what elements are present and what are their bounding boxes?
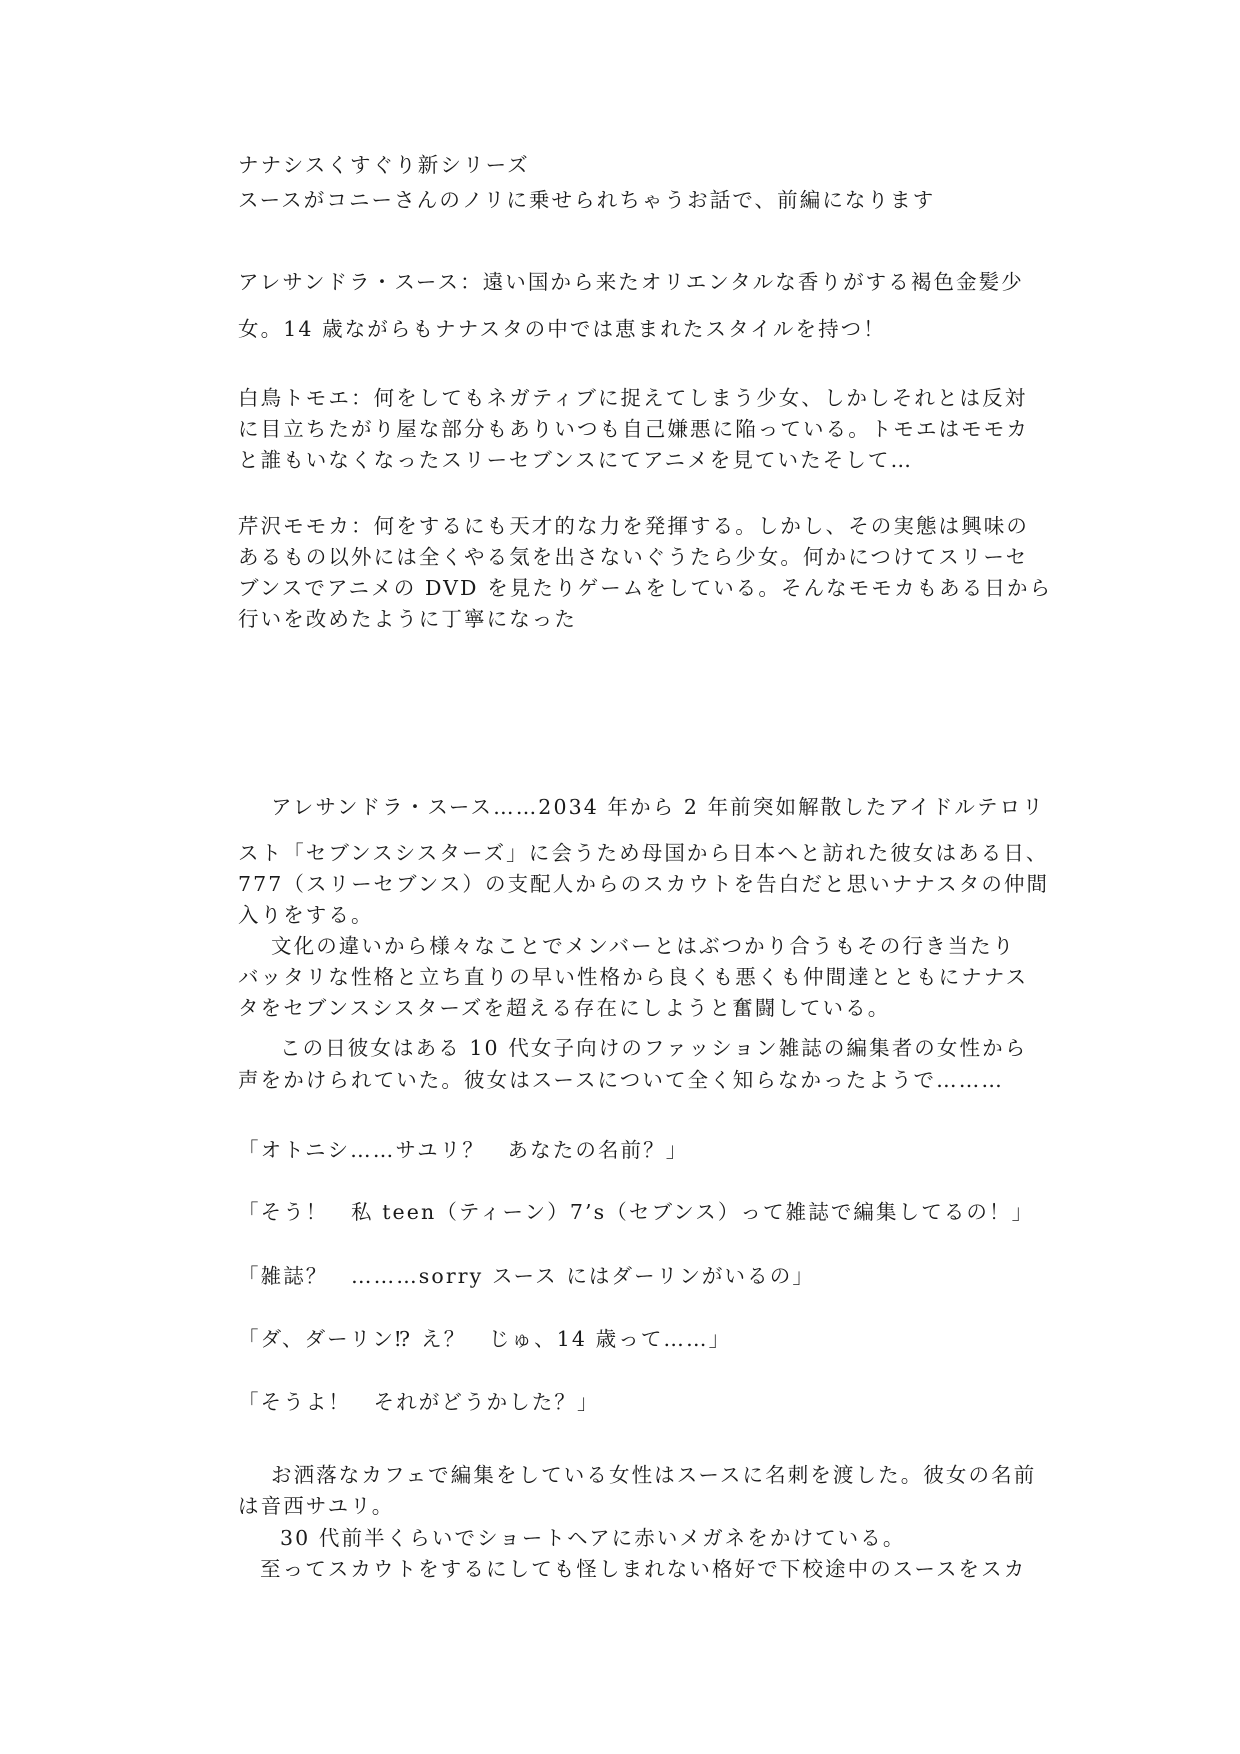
story-summary: スースがコニーさんのノリに乗せられちゃうお話で、前編になります — [238, 188, 936, 212]
profile-suzu-line: 女。14 歳ながらもナナスタの中では恵まれたスタイルを持つ！ — [238, 317, 886, 341]
series-heading: ナナシスくすぐり新シリーズ — [238, 153, 530, 177]
story-paragraph-line: スト「セブンスシスターズ」に会うため母国から日本へと訪れた彼女はある日、 — [238, 841, 1049, 865]
profile-momoka-line: ブンスでアニメの DVD を見たりゲームをしている。そんなモモカもある日から — [238, 576, 1053, 600]
profile-momoka-line: あるもの以外には全くやる気を出さないぐうたら少女。何かにつけてスリーセ — [238, 545, 1029, 569]
dialogue-line: 「ダ、ダーリン⁉ え？ じゅ、14 歳って……」 — [238, 1327, 732, 1351]
story-paragraph-line: 至ってスカウトをするにしても怪しまれない格好で下校途中のスースをスカ — [260, 1557, 1027, 1581]
profile-momoka-line: 行いを改めたように丁寧になった — [238, 607, 577, 631]
story-paragraph-line: アレサンドラ・スース……2034 年から 2 年前突如解散したアイドルテロリ — [271, 795, 1045, 819]
story-paragraph-line: は音西サユリ。 — [238, 1494, 395, 1518]
dialogue-line: 「そうよ！ それがどうかした？」 — [238, 1390, 600, 1414]
story-paragraph-line: 777（スリーセブンス）の支配人からのスカウトを告白だと思いナナスタの仲間 — [238, 872, 1050, 896]
dialogue-line: 「そう！ 私 teen（ティーン）7’s（セブンス）って雑誌で編集してるの！」 — [238, 1200, 1035, 1224]
story-paragraph-line: 文化の違いから様々なことでメンバーとはぶつかり合うもその行き当たり — [271, 934, 1016, 958]
profile-tomoe-line: 白鳥トモエ：何をしてもネガティブに捉えてしまう少女、しかしそれとは反対 — [238, 386, 1028, 410]
dialogue-line: 「雑誌？ ………sorry スース にはダーリンがいるの」 — [238, 1264, 815, 1288]
story-paragraph-line: お洒落なカフェで編集をしている女性はスースに名刺を渡した。彼女の名前 — [271, 1463, 1037, 1487]
story-paragraph-line: この日彼女はある 10 代女子向けのファッション雑誌の編集者の女性から — [280, 1036, 1028, 1060]
story-paragraph-line: 声をかけられていた。彼女はスースについて全く知らなかったようで……… — [238, 1068, 1004, 1092]
story-paragraph-line: タをセブンスシスターズを超える存在にしようと奮闘している。 — [238, 996, 891, 1020]
story-paragraph-line: 30 代前半くらいでショートヘアに赤いメガネをかけている。 — [280, 1526, 906, 1550]
profile-suzu-line: アレサンドラ・スース：遠い国から来たオリエンタルな香りがする褐色金髪少 — [238, 270, 1024, 294]
story-paragraph-line: バッタリな性格と立ち直りの早い性格から良くも悪くも仲間達とともにナナス — [238, 965, 1029, 989]
story-paragraph-line: 入りをする。 — [238, 903, 374, 927]
profile-tomoe-line: に目立ちたがり屋な部分もありいつも自己嫌悪に陥っている。トモエはモモカ — [238, 417, 1029, 441]
dialogue-line: 「オトニシ……サユリ？ あなたの名前？」 — [238, 1138, 689, 1162]
profile-momoka-line: 芹沢モモカ：何をするにも天才的な力を発揮する。しかし、その実態は興味の — [238, 514, 1029, 538]
profile-tomoe-line: と誰もいなくなったスリーセブンスにてアニメを見ていたそして… — [238, 448, 914, 472]
